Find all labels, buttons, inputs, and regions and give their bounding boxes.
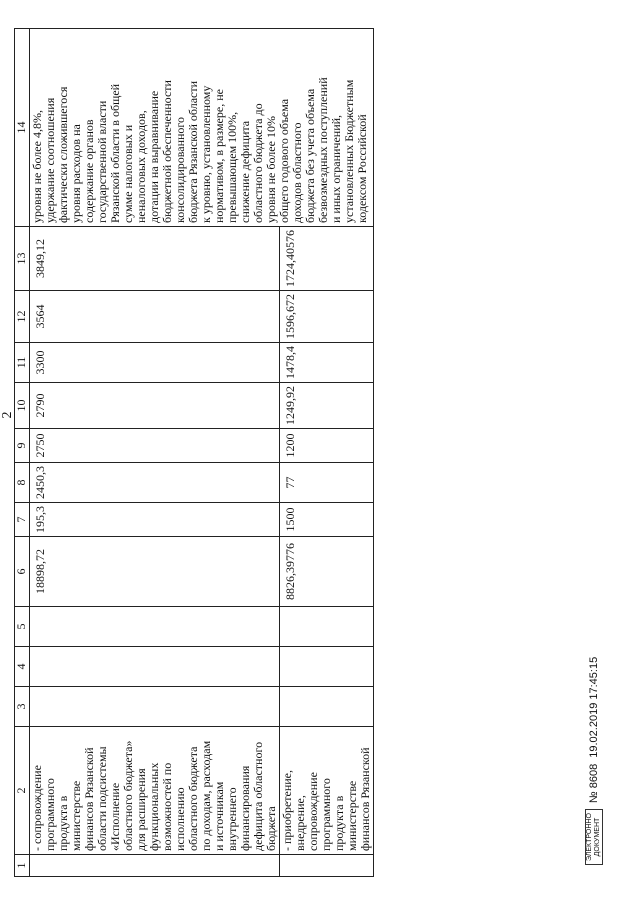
doc-number: № 8608 (588, 763, 600, 804)
cell-row2-c5 (280, 607, 374, 647)
col-header-14: 14 (15, 29, 30, 227)
col-header-3: 3 (15, 687, 30, 727)
col-header-8: 8 (15, 463, 30, 503)
page-number: 2 (0, 411, 15, 419)
cell-row2-c11: 1478,4 (280, 343, 374, 383)
cell-row1-description: - сопровождение программного продукта в министерстве финансов Рязанской области подсистемы «Исполнение областного бюджета» для расширения функциональных возможностей по исполнению областного бюджета по доходам, расходам и источникам внутреннего финансирования дефицита областного бюджета (30, 727, 280, 855)
cell-row2-c4 (280, 647, 374, 687)
cell-row1-c1 (30, 855, 280, 877)
doc-timestamp: 19.02.2019 17:45:15 (588, 656, 600, 758)
cell-row2-c7: 1500 (280, 503, 374, 537)
stamp-logo: ЭЛЕКТРОННО ДОКУМЕНТ (585, 809, 603, 865)
cell-row1-c8: 2450,3 (30, 463, 280, 503)
cell-row2-c1 (280, 855, 374, 877)
cell-row2-total: 8826,39776 (280, 537, 374, 607)
budget-table (14, 28, 374, 877)
electronic-stamp (585, 657, 603, 865)
cell-row2-c9: 1200 (280, 429, 374, 463)
cell-row1-c5 (30, 607, 280, 647)
cell-row1-c4 (30, 647, 280, 687)
cell-row1-c9: 2750 (30, 429, 280, 463)
col-header-6: 6 (15, 537, 30, 607)
cell-row1-c10: 2790 (30, 383, 280, 429)
col-header-12: 12 (15, 291, 30, 343)
col-header-11: 11 (15, 343, 30, 383)
col-header-5: 5 (15, 607, 30, 647)
cell-row2-c10: 1249,92 (280, 383, 374, 429)
cell-row1-total: 18898,72 (30, 537, 280, 607)
cell-row1-c7: 195,3 (30, 503, 280, 537)
header-row (15, 29, 30, 877)
cell-row2-c3 (280, 687, 374, 727)
cell-row2-c13: 1724,40576 (280, 227, 374, 291)
col-header-1: 1 (15, 855, 30, 877)
cell-row2-description: - приобретение, внедрение, сопровождение программного продукта в министерстве финансов Рязанской (280, 727, 374, 855)
cell-row2-c12: 1596,672 (280, 291, 374, 343)
cell-row1-c13: 3849,12 (30, 227, 280, 291)
col-header-13: 13 (15, 227, 30, 291)
col-header-4: 4 (15, 647, 30, 687)
cell-indicators-description: уровня не более 4,8%, удержание соотношения фактически сложившегося уровня расходов на содержание органов государственной власти Рязанской области в общей сумме налоговых и неналоговых доходов, дотации на выравнивание бюджетной обеспеченности консолидированного бюджета Рязанской области к уровню, установленному нормативом, в размере, не превышающем 100%, снижение дефицита областного бюджета до уровня не более 10% общего годового объема доходов областного бюджета без учета объема безвозмездных поступлений и иных ограничений, установленных Бюджетным кодексом Российской (30, 29, 374, 227)
col-header-10: 10 (15, 383, 30, 429)
cell-row1-c3 (30, 687, 280, 727)
table-row (30, 29, 280, 877)
col-header-7: 7 (15, 503, 30, 537)
cell-row2-c8: 77 (280, 463, 374, 503)
col-header-2: 2 (15, 727, 30, 855)
cell-row1-c12: 3564 (30, 291, 280, 343)
col-header-9: 9 (15, 429, 30, 463)
cell-row1-c11: 3300 (30, 343, 280, 383)
